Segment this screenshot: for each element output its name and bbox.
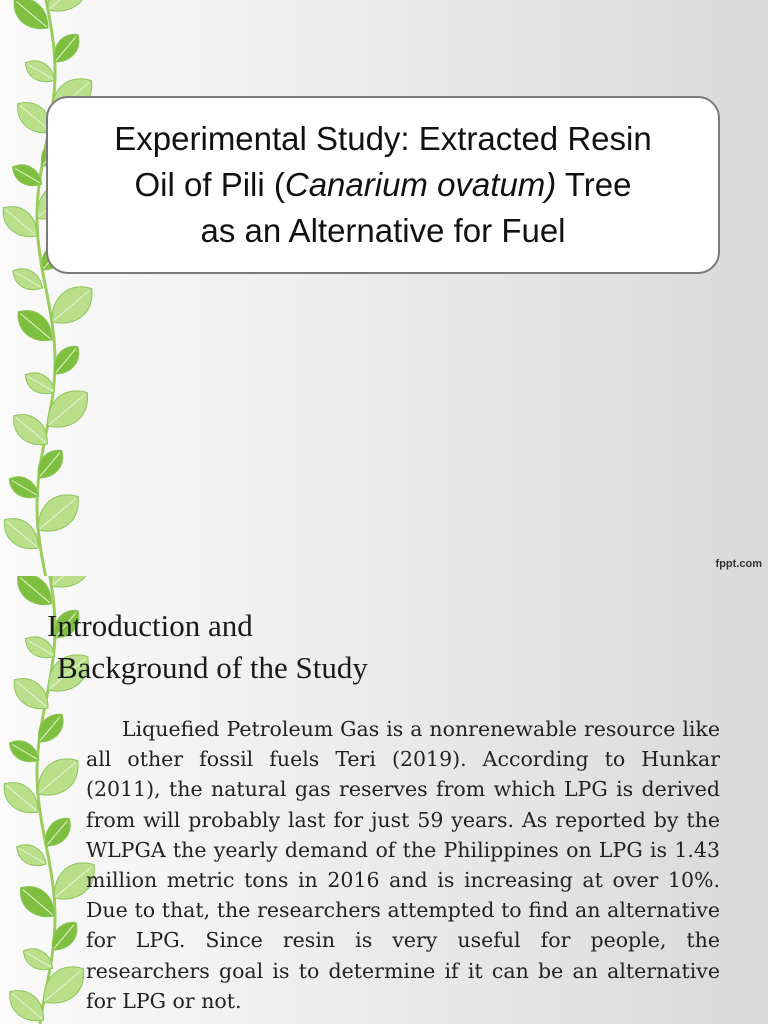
body-paragraph: Liquefied Petroleum Gas is a nonrenewable resource like all other fossil fuels Teri (2019). According to Hunkar (2011), the natural gas reserves from which LPG is derived from will probably last for just 59 years. As reported by the WLPGA the yearly demand of the Philippines on LPG is 1.43 million metric tons in 2016 and is increasing at over 10%. Due to that, the researchers attempted to find an alternative for LPG. Since resin is very useful for people, the researchers goal is to determine if it can be an alternative for LPG or not. [86, 717, 720, 1013]
section-heading-line-2: Background of the Study [57, 650, 368, 685]
content-slide [0, 576, 768, 1024]
title-box [46, 96, 720, 274]
slide-title-line-2: Oil of Pili (Canarium ovatum) Tree [134, 166, 632, 203]
section-heading-line-1: Introduction and [47, 608, 253, 643]
slide-title-line-3: as an Alternative for Fuel [200, 212, 566, 249]
species-name: Canarium ovatum) [284, 166, 557, 203]
leaf-vine-decoration [0, 0, 110, 576]
slide-title-line-1: Experimental Study: Extracted Resin [114, 120, 652, 157]
brand-watermark: fppt.com [715, 558, 762, 570]
